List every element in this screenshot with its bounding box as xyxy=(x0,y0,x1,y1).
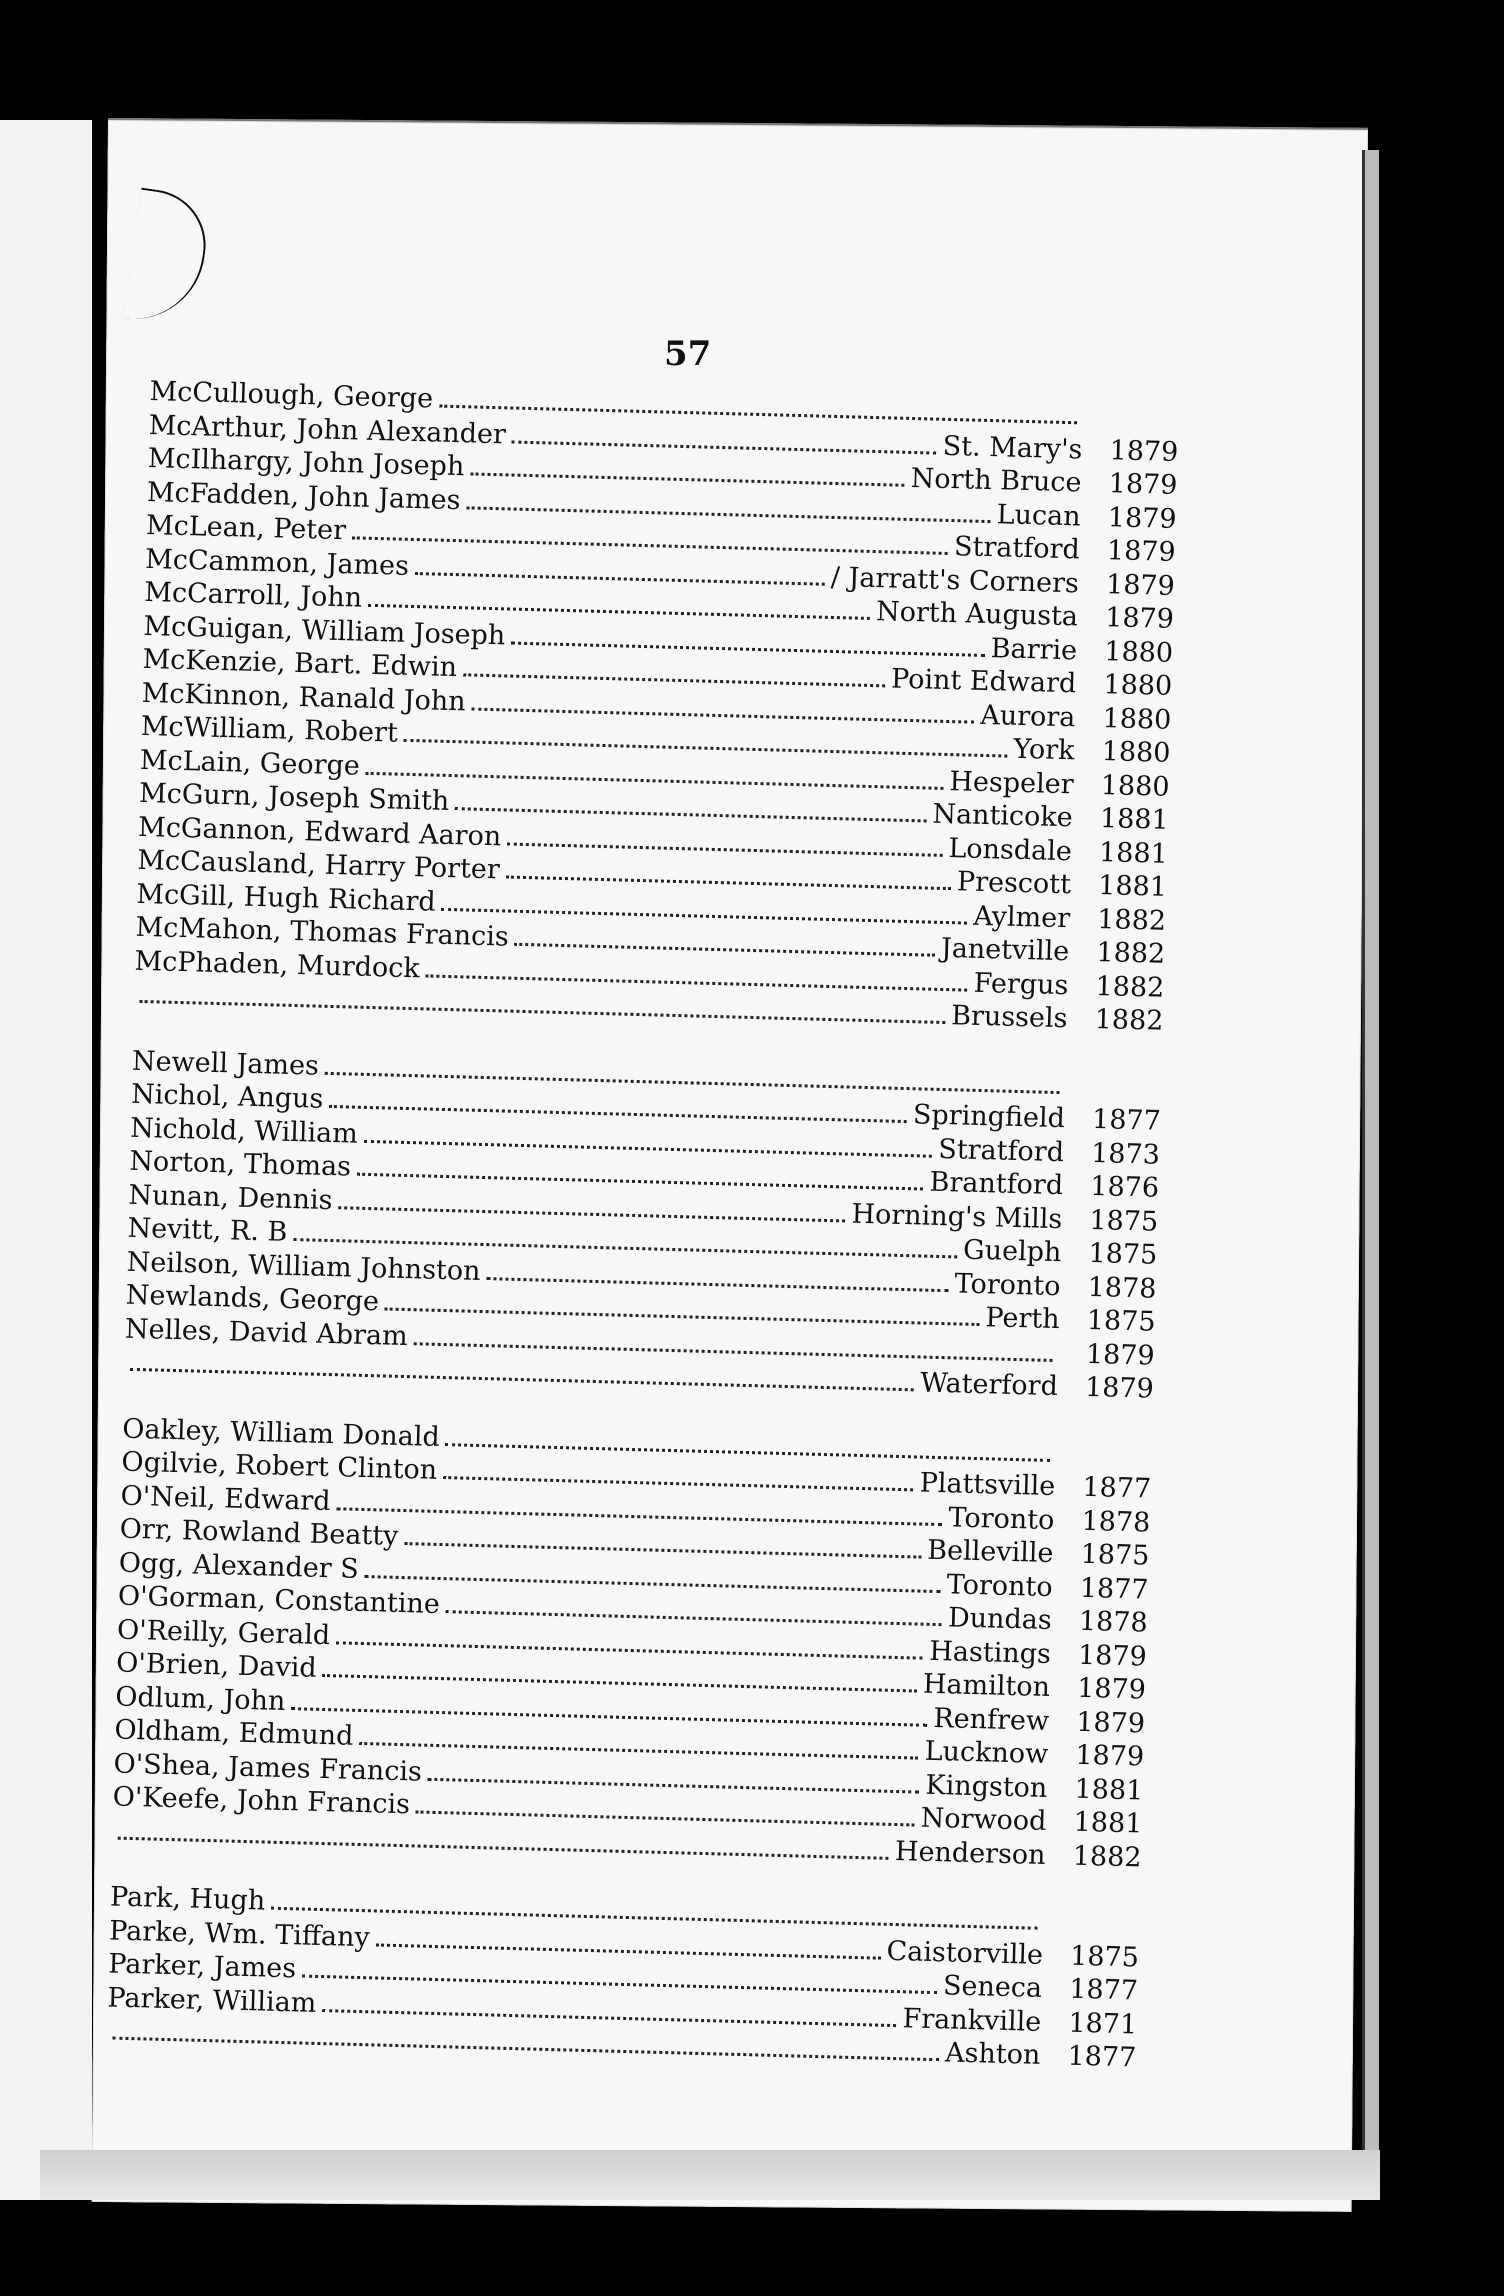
entry-name: Ogilvie, Robert Clinton xyxy=(121,1446,438,1486)
entry-name: Parker, James xyxy=(107,1948,297,1985)
entry-place: Fergus xyxy=(973,967,1069,1001)
entry-place: Point Edward xyxy=(890,663,1077,700)
entry-name: McKenzie, Bart. Edwin xyxy=(142,643,458,684)
entry-year: 1879 xyxy=(1107,501,1177,535)
entry-name: McLain, George xyxy=(139,744,361,782)
entry-year: 1879 xyxy=(1075,1706,1146,1740)
entry-place: Lucknow xyxy=(924,1735,1049,1770)
entry-year: 1881 xyxy=(1074,1773,1144,1806)
page-bottom-edge xyxy=(40,2150,1380,2200)
entry-place: Hastings xyxy=(928,1635,1052,1670)
entry-place: Toronto xyxy=(948,1501,1055,1536)
entry-place: Caistorville xyxy=(886,1935,1044,1971)
entry-place: Toronto xyxy=(954,1267,1061,1302)
dot-leader xyxy=(512,440,937,454)
entry-name: O'Brien, David xyxy=(115,1647,317,1684)
entry-year: 1877 xyxy=(1079,1572,1149,1606)
entry-name: McCarroll, John xyxy=(143,576,363,614)
entry-name: O'Keefe, John Francis xyxy=(112,1781,411,1821)
entry-name: Parke, Wm. Tiffany xyxy=(108,1914,371,1953)
entry-place: Aurora xyxy=(979,699,1076,733)
entry-name: Norton, Thomas xyxy=(129,1145,352,1183)
entry-name: Oakley, William Donald xyxy=(122,1413,441,1453)
entry-year: 1877 xyxy=(1067,2040,1137,2074)
entry-name: Neilson, William Johnston xyxy=(126,1246,481,1287)
entry-year: 1881 xyxy=(1073,1806,1143,1840)
entry-place: Kingston xyxy=(925,1769,1048,1804)
entry-year: 1875 xyxy=(1089,1204,1159,1238)
entry-place: Barrie xyxy=(990,632,1078,666)
entry-year: 1877 xyxy=(1091,1103,1162,1137)
entry-year: 1882 xyxy=(1094,1003,1164,1037)
entry-place: Frankville xyxy=(902,2002,1042,2038)
entry-name: McFadden, John James xyxy=(146,476,461,516)
entry-year: 1877 xyxy=(1068,1973,1139,2007)
entry-year: 1880 xyxy=(1101,736,1171,769)
entry-place: Perth xyxy=(985,1302,1060,1336)
entry-year xyxy=(1056,1462,1152,1465)
entry-name: O'Gorman, Constantine xyxy=(117,1580,441,1621)
entry-name: O'Reilly, Gerald xyxy=(116,1614,331,1651)
entry-year: 1880 xyxy=(1103,635,1174,669)
entry-year: 1875 xyxy=(1086,1304,1156,1338)
entry-place: Belleville xyxy=(926,1534,1054,1570)
entry-year: 1873 xyxy=(1090,1137,1161,1171)
entry-name: McKinnon, Ranald John xyxy=(141,677,467,717)
entry-year: 1875 xyxy=(1069,1940,1140,1973)
entry-name: McGurn, Joseph Smith xyxy=(138,777,450,817)
entry-place: Toronto xyxy=(946,1568,1053,1603)
entry-place: Aylmer xyxy=(972,900,1071,934)
entry-year: 1882 xyxy=(1072,1840,1142,1873)
entry-name: Orr, Rowland Beatty xyxy=(119,1513,399,1552)
entry-year: 1881 xyxy=(1098,836,1169,870)
entry-year: 1879 xyxy=(1076,1672,1147,1706)
entry-year: 1878 xyxy=(1081,1505,1151,1539)
entry-year: 1876 xyxy=(1089,1170,1160,1204)
entry-name: McGill, Hugh Richard xyxy=(136,878,437,918)
facing-page-edge xyxy=(0,120,92,2200)
page-number: 57 xyxy=(664,334,712,374)
entry-name: McIlhargy, John Joseph xyxy=(147,442,465,483)
entry-year: 1879 xyxy=(1104,602,1175,635)
entry-year: 1882 xyxy=(1096,936,1166,970)
entry-name: McGuigan, William Joseph xyxy=(143,610,506,651)
entry-place: Guelph xyxy=(962,1234,1062,1269)
entry-name: McMahon, Thomas Francis xyxy=(135,911,510,953)
entry-name: Nunan, Dennis xyxy=(128,1179,333,1216)
entry-place: Waterford xyxy=(919,1367,1059,1403)
entry-name: McWilliam, Robert xyxy=(140,710,399,749)
entry-place: Lonsdale xyxy=(948,832,1073,867)
entry-name: O'Neil, Edward xyxy=(120,1480,331,1517)
entry-year: 1882 xyxy=(1096,903,1167,937)
entry-name: Nelles, David Abram xyxy=(124,1313,409,1352)
entry-place: Horning's Mills xyxy=(851,1198,1063,1235)
entry-name: McPhaden, Murdock xyxy=(134,945,421,984)
page-right-edge xyxy=(1362,150,1379,2200)
entry-year: 1878 xyxy=(1087,1271,1157,1305)
entry-year: 1877 xyxy=(1082,1471,1152,1505)
entry-place: Seneca xyxy=(942,1970,1043,2004)
entry-place: Plattsville xyxy=(919,1467,1056,1503)
entry-name: McLean, Peter xyxy=(145,509,347,547)
list-section xyxy=(106,1880,1140,2074)
entry-name: Oldham, Edmund xyxy=(114,1714,354,1752)
entry-year: 1875 xyxy=(1080,1538,1150,1572)
entry-place: St. Mary's xyxy=(942,430,1083,465)
entry-place: North Bruce xyxy=(910,462,1082,499)
name-place-year-list xyxy=(106,375,1179,2075)
entry-place: Brussels xyxy=(950,1000,1068,1035)
entry-place: Stratford xyxy=(953,531,1081,566)
entry-year: 1871 xyxy=(1068,2007,1138,2040)
entry-name: Park, Hugh xyxy=(109,1881,266,1917)
list-section xyxy=(111,1412,1152,1874)
entry-place: Springfield xyxy=(912,1099,1066,1135)
entry-place: Ashton xyxy=(944,2037,1041,2071)
entry-place: Hespeler xyxy=(949,765,1075,800)
entry-place: Renfrew xyxy=(933,1702,1050,1737)
entry-year: 1879 xyxy=(1077,1639,1148,1673)
entry-place: Lucan xyxy=(996,498,1082,532)
entry-year xyxy=(1083,424,1179,427)
entry-year: 1879 xyxy=(1109,434,1179,468)
entry-year: 1878 xyxy=(1078,1605,1149,1639)
entry-place: Hamilton xyxy=(922,1668,1051,1704)
entry-year xyxy=(1066,1094,1162,1097)
entry-name: Parker, William xyxy=(107,1981,317,2019)
entry-year: 1880 xyxy=(1100,769,1170,803)
entry-place: Henderson xyxy=(894,1835,1046,1871)
entry-place: Stratford xyxy=(937,1133,1065,1168)
entry-place: Norwood xyxy=(920,1802,1047,1837)
entry-year: 1879 xyxy=(1075,1739,1145,1773)
entry-year: 1879 xyxy=(1108,468,1178,501)
entry-year: 1881 xyxy=(1097,870,1168,903)
entry-name: McCullough, George xyxy=(149,375,434,415)
entry-year: 1879 xyxy=(1084,1371,1155,1405)
entry-year: 1875 xyxy=(1088,1237,1158,1271)
entry-name: O'Shea, James Francis xyxy=(113,1748,423,1788)
entry-name: Nevitt, R. B xyxy=(127,1212,288,1248)
dot-leader xyxy=(463,673,885,687)
entry-name: Newlands, George xyxy=(125,1279,380,1318)
entry-place: Brantford xyxy=(929,1166,1064,1202)
entry-year: 1880 xyxy=(1103,669,1173,702)
entry-year: 1882 xyxy=(1095,970,1165,1004)
entry-year: 1879 xyxy=(1105,568,1176,602)
entry-place: Janetville xyxy=(940,932,1070,968)
entry-name: McCammon, James xyxy=(144,543,410,582)
entry-year: 1879 xyxy=(1085,1338,1156,1372)
entry-place: York xyxy=(1013,733,1075,767)
entry-name: McCausland, Harry Porter xyxy=(136,844,501,886)
entry-place: Dundas xyxy=(947,1602,1053,1637)
entry-year xyxy=(1044,1930,1140,1933)
entry-name: Ogg, Alexander S xyxy=(118,1547,360,1585)
entry-year: 1879 xyxy=(1106,535,1177,568)
entry-place: Nanticoke xyxy=(932,798,1074,834)
list-section xyxy=(133,375,1179,1038)
entry-year: 1881 xyxy=(1099,803,1170,836)
entry-name: Odlum, John xyxy=(114,1681,286,1717)
list-section xyxy=(124,1044,1162,1406)
entry-place: / Jarratt's Corners xyxy=(830,561,1080,599)
entry-place: Prescott xyxy=(956,866,1072,901)
entry-name: Nichold, William xyxy=(129,1112,359,1150)
entry-name: McArthur, John Alexander xyxy=(148,409,507,450)
entry-place: North Augusta xyxy=(875,596,1079,633)
entry-name: McGannon, Edward Aaron xyxy=(137,811,502,852)
dot-leader xyxy=(514,943,934,957)
dot-leader xyxy=(415,572,825,586)
entry-name: Nichol, Angus xyxy=(130,1078,324,1115)
entry-name: Newell James xyxy=(131,1045,320,1082)
entry-year: 1880 xyxy=(1102,702,1172,736)
